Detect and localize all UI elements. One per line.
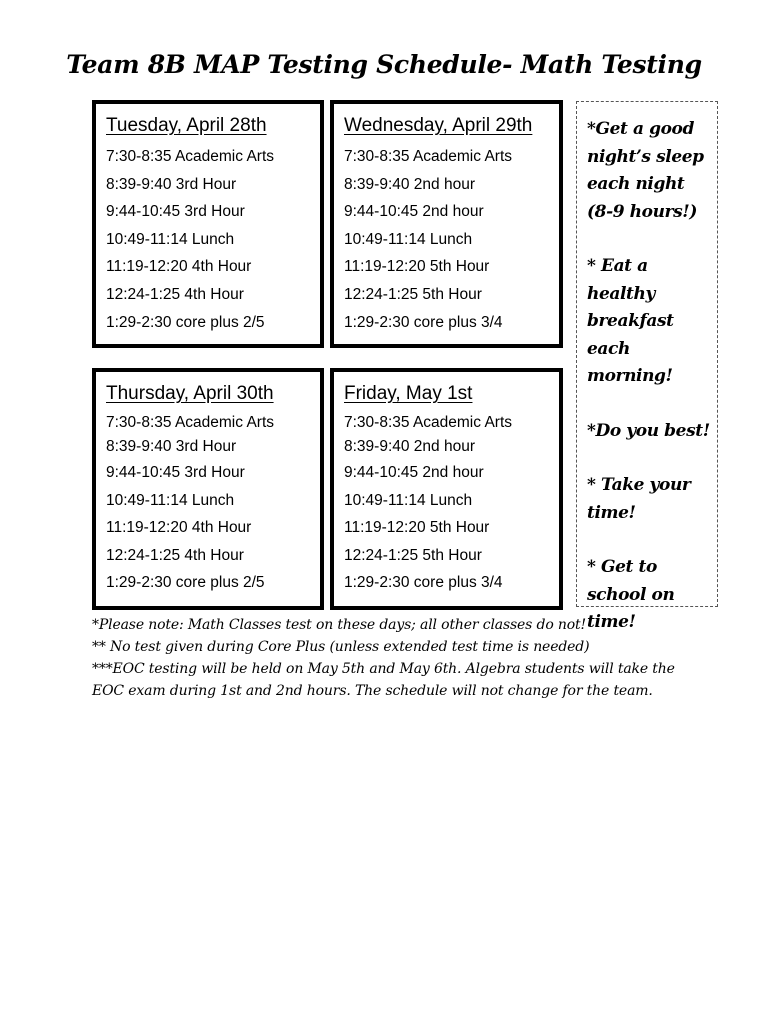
day-heading: Wednesday, April 29th (344, 115, 533, 136)
time-slot: 10:49-11:14 Lunch (344, 491, 473, 509)
time-slot: 1:29-2:30 core plus 2/5 (106, 313, 265, 331)
time-slot: 10:49-11:14 Lunch (106, 230, 235, 248)
time-slot: 1:29-2:30 core plus 3/4 (344, 574, 503, 592)
time-slot: 10:49-11:14 Lunch (344, 230, 473, 248)
schedule-box-wednesday (330, 100, 563, 348)
time-slot: 11:19-12:20 5th Hour (344, 258, 490, 276)
time-slot: 11:19-12:20 4th Hour (106, 519, 252, 537)
page-title: Team 8B MAP Testing Schedule- Math Testing (66, 50, 702, 79)
tip-do-best: *Do you best! (587, 420, 710, 441)
schedule-box-tuesday (92, 100, 324, 348)
note-core-plus: ** No test given during Core Plus (unless extended test time is needed) (92, 639, 590, 655)
time-slot: 11:19-12:20 5th Hour (344, 519, 490, 537)
tip-take-time: * Take your time! (587, 475, 691, 523)
time-slot: 9:44-10:45 2nd hour (344, 464, 484, 481)
time-slot: 7:30-8:35 Academic Arts (106, 148, 275, 165)
time-slot: 7:30-8:35 Academic Arts (106, 414, 275, 431)
schedule-box-friday (330, 368, 563, 610)
note-math-classes: *Please note: Math Classes test on these days; all other classes do not! (92, 617, 587, 633)
day-heading: Thursday, April 30th (106, 383, 274, 404)
tips-panel (576, 101, 718, 632)
time-slot: 12:24-1:25 5th Hour (344, 285, 482, 303)
tip-breakfast: * Eat a healthy breakfast each morning! (587, 256, 674, 386)
day-heading: Friday, May 1st (344, 383, 473, 404)
time-slot: 11:19-12:20 4th Hour (106, 258, 252, 276)
time-slot: 12:24-1:25 5th Hour (344, 546, 482, 564)
time-slot: 12:24-1:25 4th Hour (106, 285, 244, 303)
time-slot: 9:44-10:45 3rd Hour (106, 203, 245, 221)
notes-section (92, 614, 692, 702)
time-slot: 12:24-1:25 4th Hour (106, 546, 244, 564)
time-slot: 1:29-2:30 core plus 2/5 (106, 574, 265, 592)
tip-on-time: * Get to school on time! (587, 557, 675, 632)
time-slot: 10:49-11:14 Lunch (106, 491, 235, 509)
time-slot: 7:30-8:35 Academic Arts (344, 414, 513, 431)
time-slot: 8:39-9:40 2nd hour (344, 438, 475, 455)
time-slot: 9:44-10:45 3rd Hour (106, 464, 245, 481)
time-slot: 8:39-9:40 2nd hour (344, 175, 475, 193)
time-slot: 7:30-8:35 Academic Arts (344, 148, 513, 165)
note-eoc-testing: ***EOC testing will be held on May 5th and May 6th. Algebra students will take the EOC exam during 1st and 2nd hours. The schedule will not change for the team. (92, 661, 675, 699)
day-heading: Tuesday, April 28th (106, 115, 267, 136)
time-slot: 8:39-9:40 3rd Hour (106, 175, 237, 193)
time-slot: 8:39-9:40 3rd Hour (106, 438, 237, 455)
time-slot: 9:44-10:45 2nd hour (344, 203, 484, 221)
schedule-box-thursday (92, 368, 324, 610)
time-slot: 1:29-2:30 core plus 3/4 (344, 313, 503, 331)
tip-sleep: *Get a good night’s sleep each night (8-9 hours!) (587, 119, 704, 222)
